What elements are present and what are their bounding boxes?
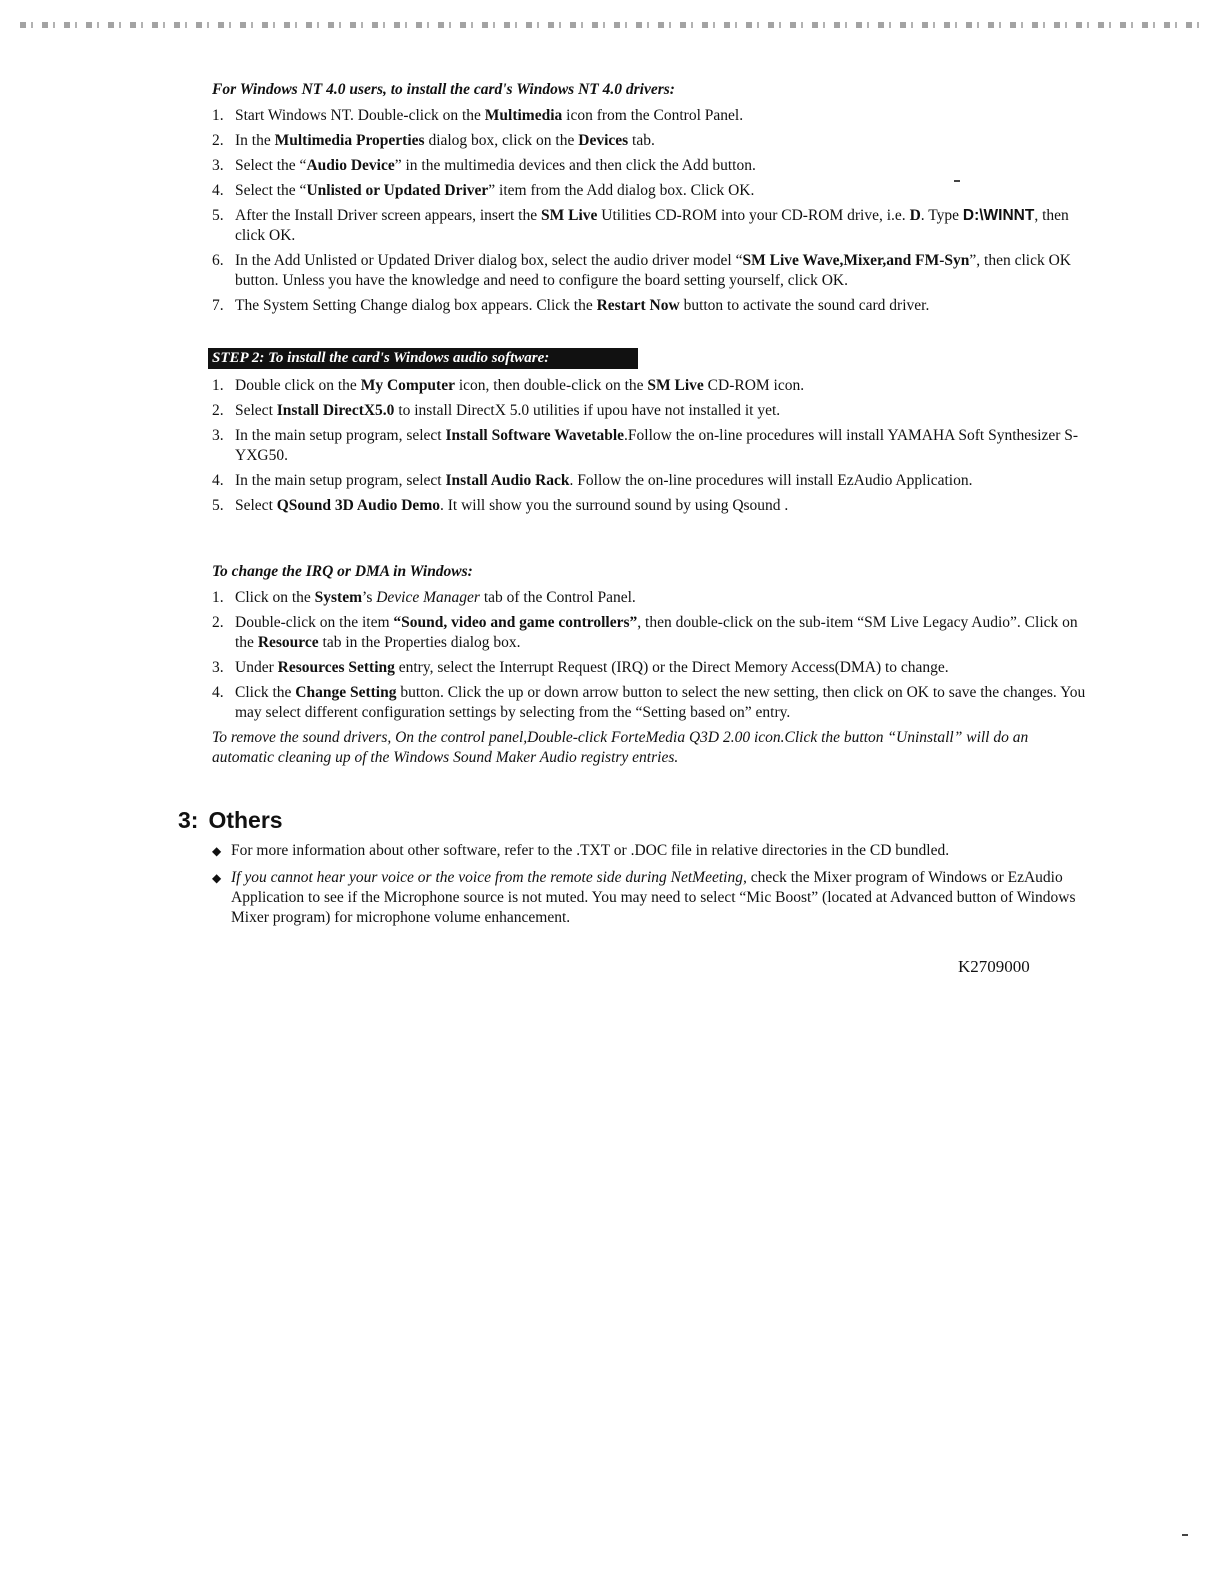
- step-text: Double-click on the item: [235, 614, 394, 631]
- step-text: ”, then click OK button. Unless you have the knowledge and need to configure the board setting yourself, click OK.: [235, 252, 1071, 289]
- step-item: [212, 683, 1092, 723]
- bold-term: Multimedia: [484, 107, 563, 124]
- step-number: 3.: [212, 659, 224, 676]
- step-item: [212, 426, 1092, 466]
- bullet-item: [212, 841, 1092, 861]
- bold-term: SM Live Wave,Mixer,and FM-Syn: [742, 252, 970, 269]
- step-number: 2.: [212, 402, 224, 419]
- others-heading: [178, 805, 283, 835]
- step-item: [212, 471, 1092, 491]
- scan-noise-top-edge: [20, 22, 1204, 28]
- nt-steps-list: [212, 106, 1092, 316]
- others-bullet-list: [212, 841, 1092, 928]
- step-text: , then double-click on the sub-item “SM Live Legacy Audio”. Click on the: [235, 614, 1078, 651]
- irq-section: [212, 562, 1092, 768]
- step-text: The System Setting Change dialog box appears. Click the: [235, 297, 597, 314]
- step-text: tab.: [628, 132, 655, 149]
- document-code: K2709000: [958, 957, 1030, 976]
- nt-drivers-section: [212, 80, 1092, 321]
- bullet-item: [212, 868, 1092, 928]
- step-item: [212, 106, 1092, 126]
- step-text: After the Install Driver screen appears, insert the: [235, 207, 541, 224]
- bold-term: Restart Now: [596, 297, 680, 314]
- bold-term: Change Setting: [295, 684, 397, 701]
- bold-term: Install Software Wavetable: [445, 427, 625, 444]
- step-number: 1.: [212, 377, 224, 394]
- bold-term: Devices: [578, 132, 629, 149]
- step-number: 2.: [212, 132, 224, 149]
- step-number: 4.: [212, 684, 224, 701]
- step-text: , then click OK.: [235, 207, 1069, 244]
- step-text: In the: [235, 132, 275, 149]
- others-section: [212, 841, 1092, 935]
- step-text: tab in the Properties dialog box.: [318, 634, 521, 651]
- step-number: 1.: [212, 107, 224, 124]
- step-text: tab of the Control Panel.: [479, 589, 636, 606]
- step-item: [212, 376, 1092, 396]
- step-text: to install DirectX 5.0 utilities if upou have not installed it yet.: [394, 402, 781, 419]
- bold-term: Unlisted or Updated Driver: [306, 182, 489, 199]
- step-text: Start Windows NT. Double-click on the: [235, 107, 485, 124]
- step-text: Click the: [235, 684, 296, 701]
- path-term: D:\WINNT: [962, 207, 1035, 224]
- step-number: 3.: [212, 157, 224, 174]
- step-text: Click on the: [235, 589, 315, 606]
- step-text: icon, then double-click on the: [454, 377, 648, 394]
- step-item: [212, 588, 1092, 608]
- step-number: 6.: [212, 252, 224, 269]
- italic-term: Device Manager: [376, 589, 480, 606]
- step-text: button to activate the sound card driver.: [679, 297, 930, 314]
- italic-term: If you cannot hear your voice or the voice from the remote side during NetMeeting,: [231, 869, 747, 886]
- step2-steps-list: [212, 376, 1092, 516]
- step-text: For more information about other software, refer to the .TXT or .DOC file in relative directories in the CD bundled.: [231, 842, 950, 859]
- scan-speck: [954, 180, 960, 182]
- bold-term: “Sound, video and game controllers”: [393, 614, 638, 631]
- bold-term: Resource: [257, 634, 319, 651]
- bold-term: Audio Device: [306, 157, 395, 174]
- step-text: Select the “: [235, 157, 307, 174]
- bold-term: D: [909, 207, 921, 224]
- step-text: ’s: [362, 589, 377, 606]
- step-text: Select the “: [235, 182, 307, 199]
- bold-term: Resources Setting: [277, 659, 395, 676]
- step-text: . It will show you the surround sound by using Qsound .: [439, 497, 789, 514]
- scan-speck: [1182, 1534, 1188, 1536]
- step-text: . Type: [920, 207, 963, 224]
- step2-banner: STEP 2: To install the card's Windows audio software:: [208, 348, 638, 369]
- step-text: entry, select the Interrupt Request (IRQ) or the Direct Memory Access(DMA) to change.: [394, 659, 949, 676]
- step-item: [212, 658, 1092, 678]
- step-text: button. Click the up or down arrow button to select the new setting, then click on OK to save the changes. You may select different configuration settings by selecting from the “Setting based on” entry.: [235, 684, 1086, 721]
- bold-term: SM Live: [541, 207, 598, 224]
- step-number: 2.: [212, 614, 224, 631]
- nt-drivers-heading: For Windows NT 4.0 users, to install the card's Windows NT 4.0 drivers:: [212, 81, 675, 98]
- bold-term: Install DirectX5.0: [276, 402, 395, 419]
- step-text: check the Mixer program of Windows or EzAudio Application to see if the Microphone source is not muted. You may need to select “Mic Boost” (located at Advanced button of Windows Mixer program) for microphone volume enhancement.: [231, 869, 1076, 926]
- step-text: .Follow the on-line procedures will install YAMAHA Soft Synthesizer S-YXG50.: [235, 427, 1079, 464]
- step-number: 4.: [212, 472, 224, 489]
- irq-heading: To change the IRQ or DMA in Windows:: [212, 563, 473, 580]
- step-text: In the main setup program, select: [235, 472, 446, 489]
- step-item: [212, 181, 1092, 201]
- remove-drivers-note: To remove the sound drivers, On the control panel,Double-click ForteMedia Q3D 2.00 icon.Click the button “Uninstall” will do an automatic cleaning up of the Windows Sound Maker Audio registry entries.: [212, 729, 1029, 766]
- others-section-number: 3:: [178, 807, 199, 833]
- bullet-diamond-icon: ◆: [212, 844, 222, 858]
- step-number: 1.: [212, 589, 224, 606]
- step-text: ” in the multimedia devices and then click the Add button.: [394, 157, 756, 174]
- step-number: 3.: [212, 427, 224, 444]
- step-text: In the Add Unlisted or Updated Driver dialog box, select the audio driver model “: [235, 252, 743, 269]
- step-item: [212, 251, 1092, 291]
- bold-term: SM Live: [647, 377, 704, 394]
- step-item: [212, 131, 1092, 151]
- bold-term: My Computer: [360, 377, 455, 394]
- step-item: [212, 496, 1092, 516]
- step-text: dialog box, click on the: [424, 132, 579, 149]
- step-number: 4.: [212, 182, 224, 199]
- step-text: Double click on the: [235, 377, 361, 394]
- step-text: In the main setup program, select: [235, 427, 446, 444]
- step2-section: [212, 376, 1092, 521]
- bold-term: Multimedia Properties: [274, 132, 425, 149]
- step-number: 5.: [212, 207, 224, 224]
- bullet-diamond-icon: ◆: [212, 871, 222, 885]
- step-text: ” item from the Add dialog box. Click OK.: [488, 182, 755, 199]
- step-text: Select: [235, 497, 277, 514]
- step-number: 7.: [212, 297, 224, 314]
- step-item: [212, 613, 1092, 653]
- step-text: Utilities CD-ROM into your CD-ROM drive, i.e.: [597, 207, 910, 224]
- irq-steps-list: [212, 588, 1092, 723]
- bold-term: System: [314, 589, 363, 606]
- step-text: icon from the Control Panel.: [562, 107, 744, 124]
- step-text: Under: [235, 659, 278, 676]
- step-text: . Follow the on-line procedures will install EzAudio Application.: [569, 472, 973, 489]
- step-text: Select: [235, 402, 277, 419]
- step-text: CD-ROM icon.: [703, 377, 805, 394]
- step-item: [212, 156, 1092, 176]
- step-item: [212, 296, 1092, 316]
- bold-term: Install Audio Rack: [445, 472, 570, 489]
- step-item: [212, 401, 1092, 421]
- step-number: 5.: [212, 497, 224, 514]
- step-item: [212, 206, 1092, 246]
- bold-term: QSound 3D Audio Demo: [276, 497, 440, 514]
- others-section-title: Others: [208, 807, 283, 833]
